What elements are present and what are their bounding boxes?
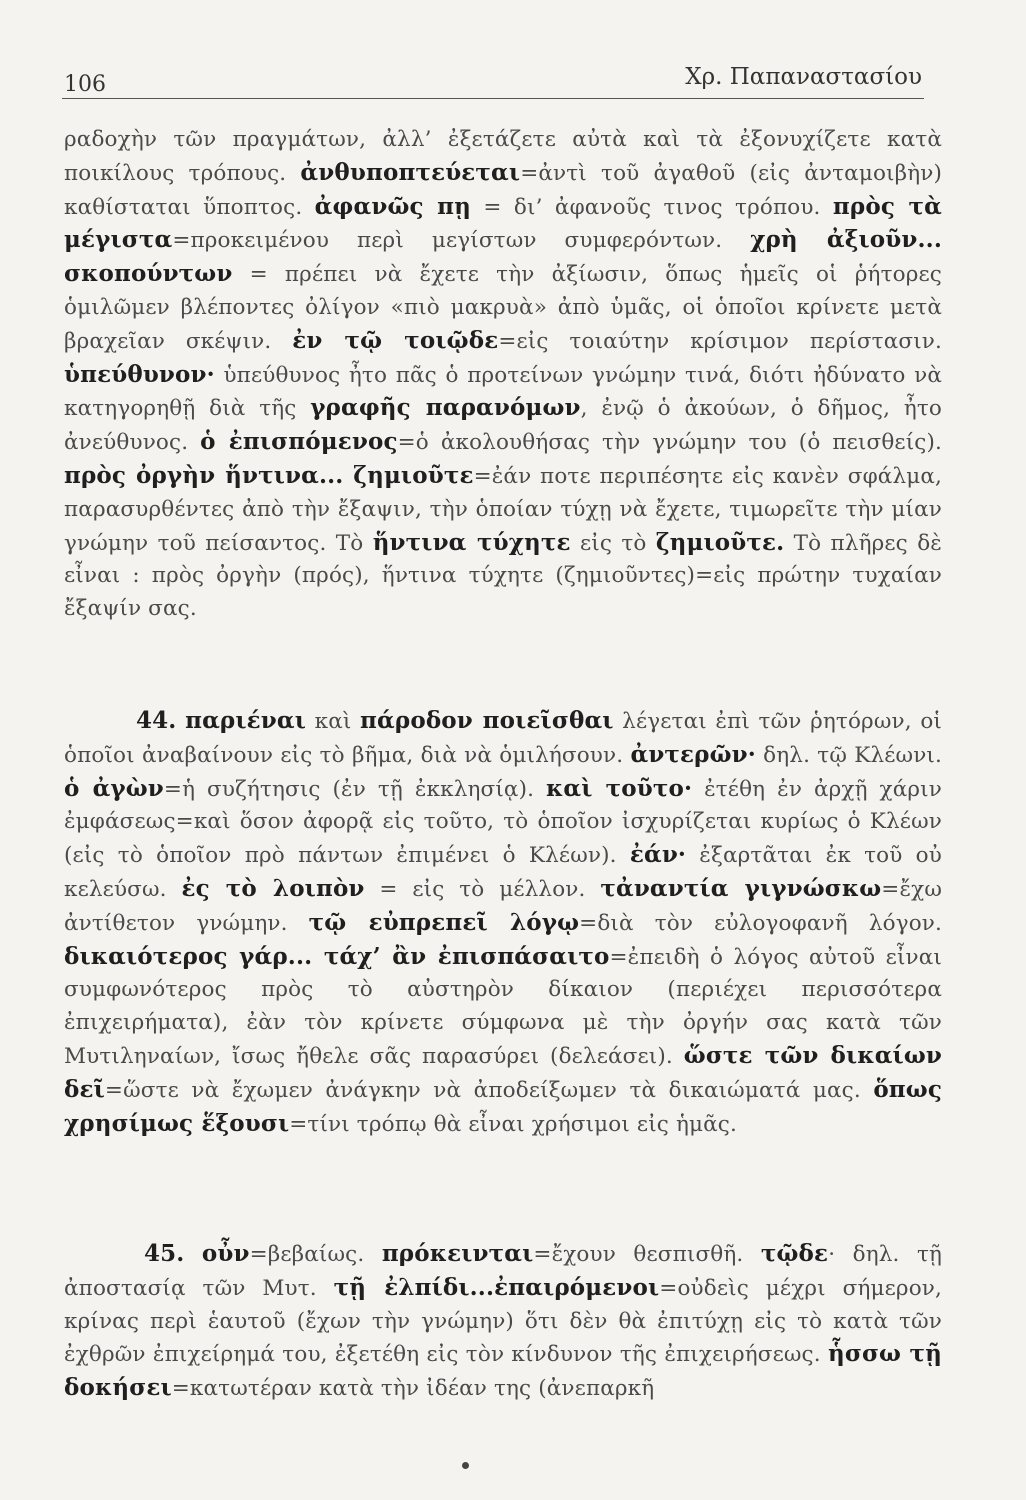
gloss-text: =ἔχουν θεσπισθῆ. <box>533 1242 761 1267</box>
gloss-text: =ἡ συζήτησις (ἐν τῇ ἐκκλησίᾳ). <box>163 776 547 802</box>
lemma-term: ὑπεύθυνον· <box>64 360 215 388</box>
gloss-text: =κατωτέραν κατὰ τὴν ἰδέαν της (ἀνεπαρκῆ <box>171 1376 655 1402</box>
gloss-text: ἐξαρτᾶται ἐκ τοῦ οὐ κελεύσω. <box>64 843 942 902</box>
lemma-term: ὅπως χρησίμως ἕξουσι <box>64 1075 942 1137</box>
page-number: 106 <box>64 72 106 97</box>
lemma-term: ἧσσω τῇ δοκήσει <box>64 1340 943 1402</box>
ink-dot <box>462 1462 469 1469</box>
gloss-text: =διὰ τὸν εὐλογοφανῆ λόγον. <box>579 910 943 936</box>
lemma-term: γραφῆς παρανόμων <box>310 394 581 422</box>
gloss-text: =εἰς τοιαύτην κρίσιμον περίστασιν. <box>498 328 942 354</box>
lemma-term: τῷ εὐπρεπεῖ λόγῳ <box>308 908 580 936</box>
lemma-term: ἀφανῶς πῃ <box>314 192 472 220</box>
paragraph-45 <box>64 1238 942 1406</box>
lemma-term: ἀνθυποπτεύεται <box>300 158 521 186</box>
lemma-term: ἐν τῷ τοιῷδε <box>292 326 499 354</box>
gloss-text: εἰς τὸ <box>570 530 656 556</box>
lemma-term: ὥστε τῶν δικαίων δεῖ <box>64 1041 942 1103</box>
gloss-text: = δι’ ἀφανοῦς τινος τρόπου. <box>471 194 833 220</box>
gloss-text: =ὥστε νὰ ἔχωμεν ἀνάγκην νὰ ἀποδείξωμεν τὰ δικαιώματά μας. <box>104 1077 874 1103</box>
lemma-term: πρὸς ὀργὴν ἥντινα... ζημιοῦτε <box>64 461 474 489</box>
gloss-text <box>176 709 185 734</box>
lemma-term: τῷδε <box>760 1240 829 1267</box>
lemma-term: χρὴ ἀξιοῦν... σκοπούντων <box>64 226 942 288</box>
lemma-term: ζημιοῦτε. <box>655 528 785 556</box>
lemma-term: τῇ ἐλπίδι...ἐπαιρόμενοι <box>333 1273 660 1301</box>
section-number: 45. <box>144 1240 185 1267</box>
paragraph-43-continuation <box>64 124 942 626</box>
lemma-term: πρόκεινται <box>381 1240 534 1267</box>
gloss-text: =οὐδεὶς μέχρι σήμερον, κρίνας περὶ ἑαυτοῦ (ἔχων τὴν γνώμην) ὅτι δὲν θὰ ἐπιτύχῃ εἰς τὸ κατὰ τῶν ἐχθρῶν ἐπιχείρημά του, ἐξετέθη εἰς τὸν κίνδυνον τῆς ἐπιχειρήσεως. <box>64 1275 942 1368</box>
gloss-text: · δηλ. τῇ ἀποστασίᾳ τῶν Μυτ. <box>64 1242 943 1301</box>
lemma-term: ὁ ἀγὼν <box>64 774 164 802</box>
gloss-text: ραδοχὴν τῶν πραγμάτων, ἀλλ’ ἐξετάζετε αὐτὰ καὶ τὰ ἐξονυχίζετε κατὰ ποικίλους τρόπους. <box>64 127 942 186</box>
gloss-text: =τίνι τρόπῳ θὰ εἶναι χρήσιμοι εἰς ἡμᾶς. <box>289 1111 737 1137</box>
lemma-term: παριέναι <box>185 707 307 734</box>
gloss-text: λέγεται ἐπὶ τῶν ῥητόρων, οἱ ὁποῖοι ἀναβαίνουν εἰς τὸ βῆμα, διὰ νὰ ὁμιλήσουν. <box>64 709 943 768</box>
gloss-text: ὑπεύθυνος ἦτο πᾶς ὁ προτείνων γνώμην τινά, διότι ἠδύνατο νὰ κατηγορηθῇ διὰ τῆς <box>64 362 942 422</box>
gloss-text: Τὸ πλῆρες δὲ εἶναι : πρὸς ὀργὴν (πρός), ἥντινα τύχητε (ζημιοῦντες)=εἰς πρώτην τυχαίαν ἔξαψίν σας. <box>64 530 942 622</box>
running-head: Χρ. Παπαναστασίου <box>685 64 922 90</box>
gloss-text: =βεβαίως. <box>249 1242 382 1267</box>
page-header <box>62 58 924 99</box>
gloss-text: δηλ. τῷ Κλέωνι. <box>755 742 942 768</box>
gloss-text: =προκειμένου περὶ μεγίστων συμφερόντων. <box>172 228 751 254</box>
lemma-term: δικαιότερος γάρ... τάχ’ ἂν ἐπισπάσαιτο <box>64 942 610 970</box>
lemma-term: τἀναντία γιγνώσκω <box>600 874 882 902</box>
gloss-text: ἐτέθη ἐν ἀρχῇ χάριν ἐμφάσεως=καὶ ὅσον ἀφορᾷ εἰς τοῦτο, τὸ ὁποῖον ἰσχυρίζεται κυρίως ὁ Κλέων (εἰς τὸ ὁποῖον πρὸ πάντων ἐπιμένει ὁ Κλέων). <box>64 776 942 869</box>
gloss-text: = εἰς τὸ μέλλον. <box>364 876 601 902</box>
gloss-text: καὶ <box>306 709 361 734</box>
gloss-text: =ἔχω ἀντίθετον γνώμην. <box>64 876 943 936</box>
gloss-text: =ὁ ἀκολουθήσας τὴν γνώμην του (ὁ πεισθείς). <box>397 430 943 456</box>
lemma-term: ἐάν· <box>629 841 687 869</box>
lemma-term: ἐς τὸ λοιπὸν <box>181 874 365 902</box>
section-number: 44. <box>136 707 177 734</box>
paragraph-44 <box>64 705 942 1141</box>
lemma-term: πάροδον ποιεῖσθαι <box>360 707 614 734</box>
lemma-term: καὶ τοῦτο· <box>546 774 693 802</box>
gloss-text: =ἐάν ποτε περιπέσητε εἰς κανὲν σφάλμα, παρασυρθέντες ἀπὸ τὴν ἔξαψιν, τὴν ὁποίαν τύχῃ νὰ ἔχετε, τιμωρεῖτε τὴν μίαν γνώμην τοῦ πείσαντος. Τὸ <box>64 463 942 556</box>
gloss-text: =ἀντὶ τοῦ ἀγαθοῦ (εἰς ἀνταμοιβὴν) καθίσταται ὕποπτος. <box>64 160 942 220</box>
lemma-term: οὖν <box>201 1240 250 1267</box>
lemma-term: πρὸς τὰ μέγιστα <box>64 192 942 254</box>
lemma-term: ὁ ἐπισπόμενος <box>200 428 398 456</box>
gloss-text: =ἐπειδὴ ὁ λόγος αὐτοῦ εἶναι συμφωνότερος πρὸς τὸ αὐστηρὸν δίκαιον (περιέχει περισσότερα ἐπιχειρήματα), ἐὰν τὸν κρίνετε σύμφωνα μὲ τὴν ὀργήν σας κατὰ τῶν Μυτιληναίων, ἴσως ἤθελε σᾶς παρασύρει (δελεάσει). <box>64 944 942 1069</box>
gloss-text: , ἐνῷ ὁ ἀκούων, ὁ δῆμος, ἦτο ἀνεύθυνος. <box>64 396 942 456</box>
gloss-text: = πρέπει νὰ ἔχετε τὴν ἀξίωσιν, ὅπως ἡμεῖς οἱ ῥήτορες ὁμιλῶμεν βλέποντες ὀλίγον «πιὸ μακρυὰ» ἀπὸ ὑμᾶς, οἱ ὁποῖοι κρίνετε μετὰ βραχεῖαν σκέψιν. <box>64 262 942 354</box>
lemma-term: ἀντερῶν· <box>630 740 756 768</box>
lemma-term: ἥντινα τύχητε <box>372 528 571 556</box>
gloss-text <box>184 1242 201 1267</box>
